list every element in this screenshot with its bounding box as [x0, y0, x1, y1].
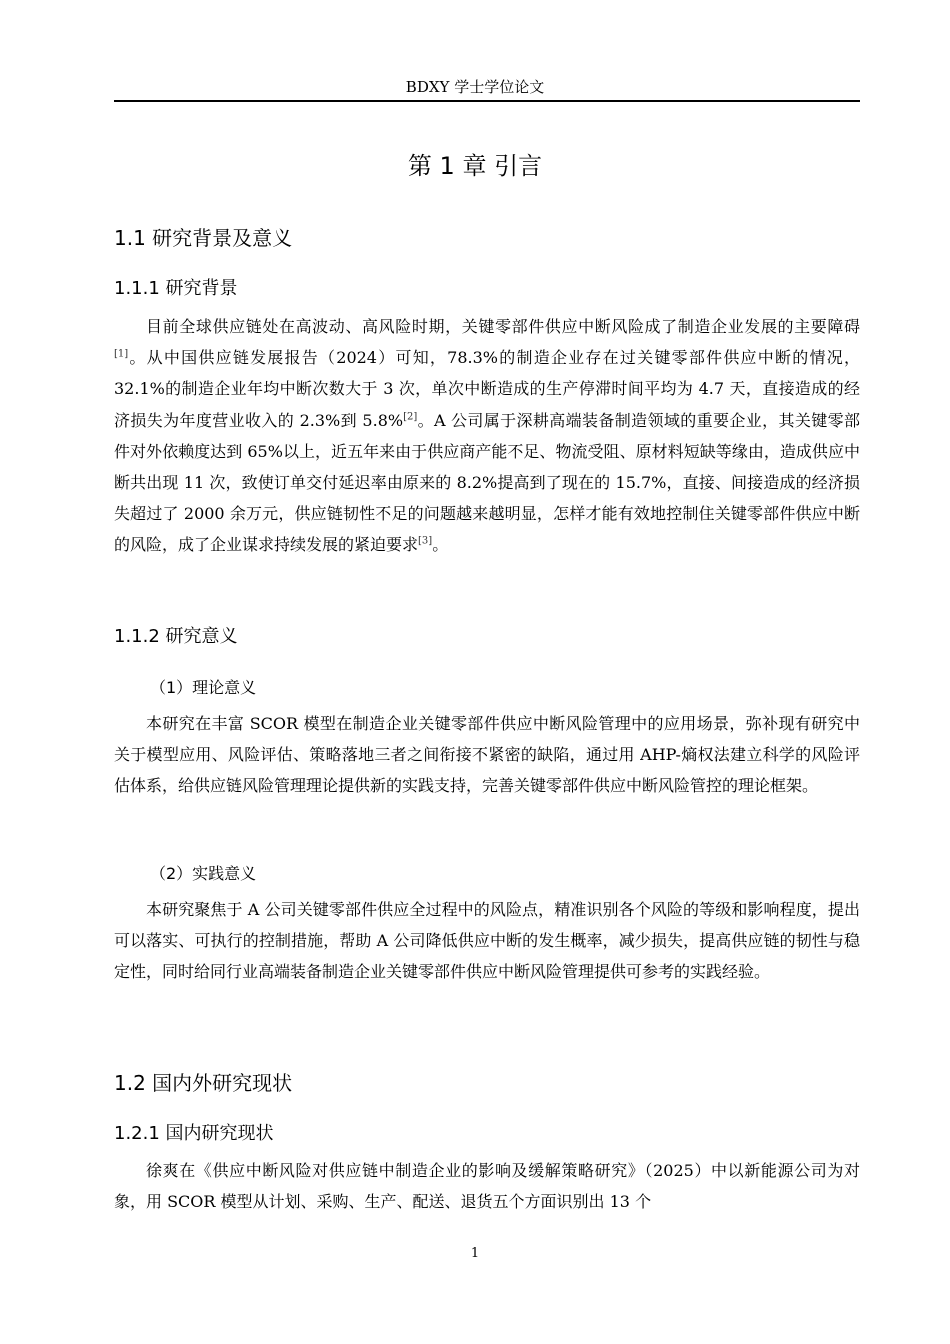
running-header: BDXY 学士学位论文 — [405, 78, 545, 96]
chapter-title: 第 1 章 引言 — [407, 152, 543, 180]
header-rule — [114, 100, 860, 102]
theory-significance-heading: （1）理论意义 — [150, 678, 257, 697]
citation-ref-1: [1] — [114, 348, 129, 360]
paragraph-text: 。从中国供应链发展报告（2024）可知，78.3%的制造企业存在过关键零部件供应中断的情况，32.1%的制造企业年均中断次数大于 3 次，单次中断造成的生产停滞时间平均为 4.7 天，直接造成的经济损失为年度营业收入的 2.3%到 5.8% — [114, 348, 860, 430]
paragraph-text: 。 — [432, 535, 449, 555]
paragraph-text: 。A 公司属于深耕高端装备制造领域的重要企业，其关键零部件对外依赖度达到 65%以上，近五年来由于供应商产能不足、物流受阻、原材料短缺等缘由，造成供应中断共出现 11 次，致使订单交付延迟率由原来的 8.2%提高到了现在的 15.7%，直接、间接造成的经济损失超过了 2000 余万元，供应链韧性不足的问题越来越明显，怎样才能有效地控制住关键零部件供应中断的风险，成了企业谋求持续发展的紧迫要求 — [114, 410, 860, 555]
practice-significance-heading: （2）实践意义 — [150, 864, 257, 883]
subsection-heading-1-1-1: 1.1.1 研究背景 — [114, 278, 238, 299]
subsection-heading-1-2-1: 1.2.1 国内研究现状 — [114, 1123, 274, 1144]
paragraph-research-background — [114, 311, 860, 561]
section-heading-1-1: 1.1 研究背景及意义 — [114, 226, 293, 250]
citation-ref-2: [2] — [403, 411, 418, 423]
paragraph-domestic-research: 徐爽在《供应中断风险对供应链中制造企业的影响及缓解策略研究》（2025）中以新能源公司为对象，用 SCOR 模型从计划、采购、生产、配送、退货五个方面识别出 13 个 — [114, 1161, 860, 1212]
paragraph-practice-significance: 本研究聚焦于 A 公司关键零部件供应全过程中的风险点，精准识别各个风险的等级和影响程度，提出可以落实、可执行的控制措施，帮助 A 公司降低供应中断的发生概率，减少损失，提高供应链的韧性与稳定性，同时给同行业高端装备制造企业关键零部件供应中断风险管理提供可参考的实践经验。 — [114, 900, 860, 982]
citation-ref-3: [3] — [418, 536, 433, 548]
paragraph-theory-significance: 本研究在丰富 SCOR 模型在制造企业关键零部件供应中断风险管理中的应用场景，弥补现有研究中关于模型应用、风险评估、策略落地三者之间衔接不紧密的缺陷，通过用 AHP-熵权法建立科学的风险评估体系，给供应链风险管理理论提供新的实践支持，完善关键零部件供应中断风险管控的理论框架。 — [114, 714, 860, 796]
page-number: 1 — [470, 1246, 480, 1261]
paragraph-text: 目前全球供应链处在高波动、高风险时期，关键零部件供应中断风险成了制造企业发展的主要障碍 — [146, 317, 860, 336]
subsection-heading-1-1-2: 1.1.2 研究意义 — [114, 626, 238, 647]
section-heading-1-2: 1.2 国内外研究现状 — [114, 1071, 293, 1095]
